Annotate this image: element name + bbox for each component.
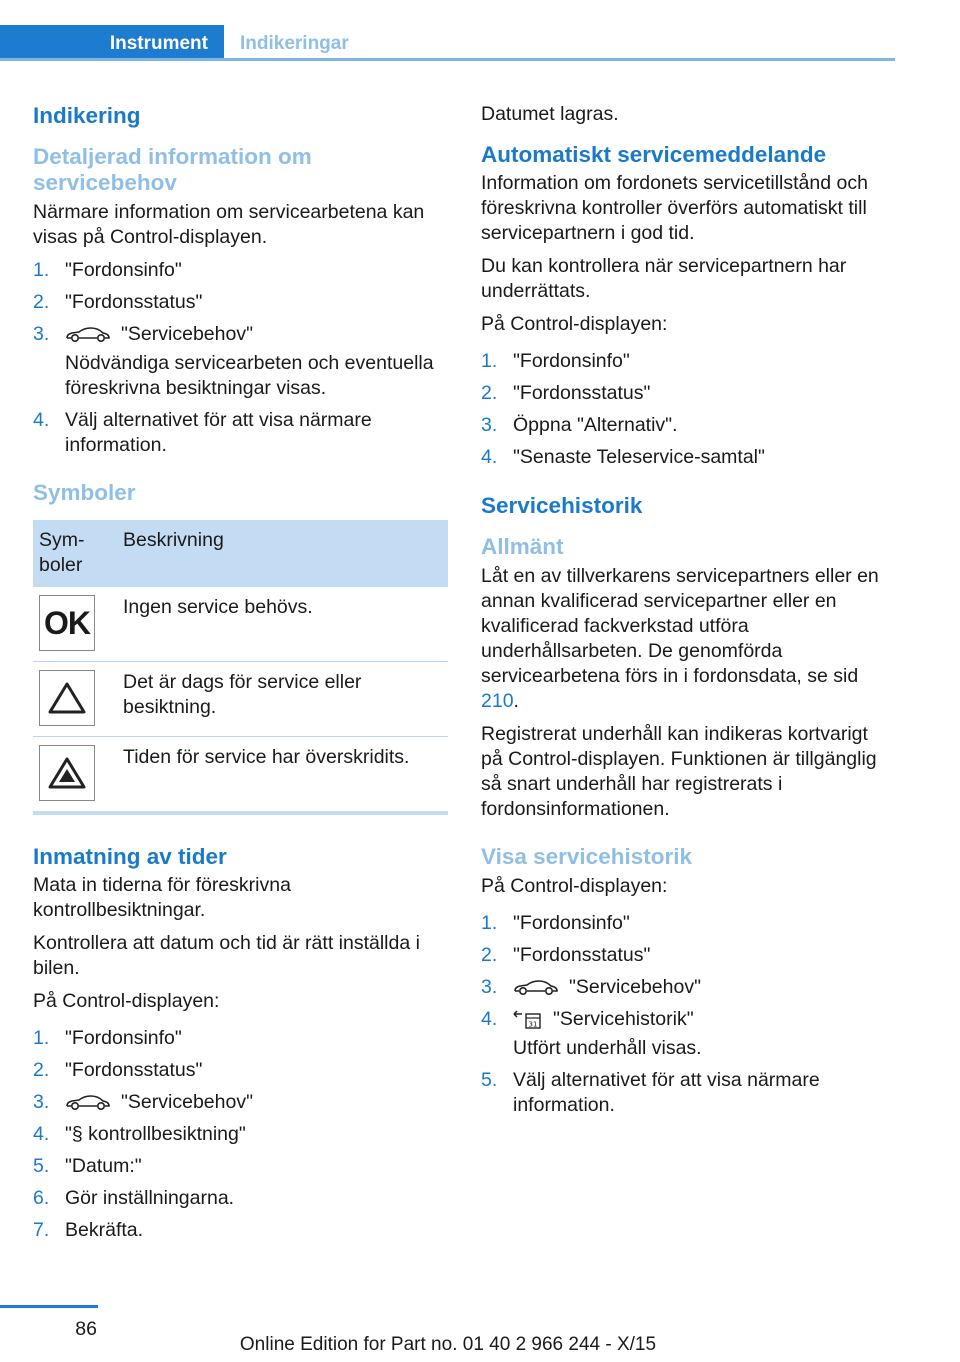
- list-item: [481, 349, 895, 374]
- list-item: [33, 258, 448, 283]
- general-text: Låt en av tillverkarens servicepartners eller en annan kvalificerad servicepartner eller en kvalificerad fackverkstad utföra underhållsarbeten. De genomförda servicearbetena förs in i fordonsdata, se sid: [481, 565, 879, 687]
- step-number: 5.: [481, 1069, 498, 1091]
- section-heading-indikering: Indikering: [33, 103, 141, 128]
- table-row: [33, 737, 448, 814]
- step-text: "Servicebehov": [121, 323, 253, 345]
- show-paragraph-1: På Control-displayen:: [481, 875, 668, 897]
- col-header-description: Beskrivning: [117, 520, 448, 587]
- subheading-symboler: Symboler: [33, 480, 136, 505]
- list-item: [33, 1058, 448, 1083]
- step-number: 2.: [33, 291, 50, 313]
- step-number: 7.: [33, 1219, 50, 1241]
- step-text: "Datum:": [65, 1155, 142, 1177]
- step-text: "Fordonsinfo": [65, 1027, 182, 1049]
- subheading-detail: Detaljerad information om servicebehov: [33, 144, 312, 195]
- list-item: [481, 1068, 895, 1118]
- step-number: 3.: [481, 414, 498, 436]
- list-item: [33, 1122, 448, 1147]
- step-text: "Servicehistorik": [553, 1008, 694, 1030]
- step-number: 1.: [481, 912, 498, 934]
- step-number: 2.: [481, 382, 498, 404]
- step-number: 6.: [33, 1187, 50, 1209]
- general-paragraph-1: [481, 564, 895, 714]
- step-text: "Fordonsstatus": [65, 291, 203, 313]
- step-number: 4.: [481, 446, 498, 468]
- step-text: Välj alternativet för att visa närmare information.: [65, 409, 372, 456]
- step-text: "Fordonsinfo": [65, 259, 182, 281]
- list-item: [481, 445, 895, 470]
- step-text: "§ kontrollbesiktning": [65, 1123, 246, 1145]
- list-item: [33, 1186, 448, 1211]
- step-text: "Fordonsstatus": [513, 382, 651, 404]
- section-heading-servicehistorik: Servicehistorik: [481, 493, 643, 518]
- step-text: Välj alternativet för att visa närmare information.: [513, 1069, 820, 1116]
- detail-steps: [33, 258, 448, 458]
- car-service-icon: [513, 979, 559, 997]
- list-item: [33, 1090, 448, 1115]
- step-text: "Senaste Teleservice-samtal": [513, 446, 765, 468]
- list-item: [481, 943, 895, 968]
- list-item: [33, 1026, 448, 1051]
- col-header-symbol: Sym- boler: [33, 520, 117, 587]
- table-row: [33, 587, 448, 662]
- car-service-icon: [65, 326, 111, 344]
- edition-line: Online Edition for Part no. 01 40 2 966 244 - X/15: [239, 1334, 657, 1355]
- detail-intro: Närmare information om servicearbetena kan visas på Control-displayen.: [33, 201, 425, 248]
- input-paragraph-3: På Control-displayen:: [33, 990, 220, 1012]
- step-number: 5.: [33, 1155, 50, 1177]
- step-number: 2.: [33, 1059, 50, 1081]
- subheading-visa-servicehistorik: Visa servicehistorik: [481, 844, 692, 869]
- list-item: [33, 290, 448, 315]
- car-service-icon: [65, 1094, 111, 1112]
- list-item: [481, 1007, 895, 1061]
- step-number: 3.: [33, 323, 50, 345]
- step-number: 4.: [33, 409, 50, 431]
- list-item: [33, 408, 448, 458]
- step-number: 2.: [481, 944, 498, 966]
- step-note: Utfört underhåll visas.: [513, 1037, 702, 1059]
- footer-divider: [0, 1305, 98, 1308]
- step-text: "Servicebehov": [569, 976, 701, 998]
- input-paragraph-2: Kontrollera att datum och tid är rätt inställda i bilen.: [33, 932, 420, 979]
- step-text: Bekräfta.: [65, 1219, 144, 1241]
- row-description: Tiden för service har överskridits.: [117, 737, 448, 814]
- step-number: 4.: [481, 1008, 498, 1030]
- table-row: [33, 662, 448, 737]
- date-saved-text: Datumet lagras.: [481, 103, 619, 125]
- step-text: "Servicebehov": [121, 1091, 253, 1113]
- list-item: [33, 1154, 448, 1179]
- list-item: [481, 911, 895, 936]
- overdue-triangle-icon: [39, 745, 95, 801]
- step-note: Nödvändiga servicearbeten och eventuella föreskrivna besiktningar visas.: [65, 352, 434, 399]
- step-text: "Fordonsstatus": [65, 1059, 203, 1081]
- step-number: 1.: [33, 259, 50, 281]
- list-item: [33, 322, 448, 401]
- step-number: 1.: [481, 350, 498, 372]
- step-number: 4.: [33, 1123, 50, 1145]
- step-text: "Fordonsinfo": [513, 350, 630, 372]
- left-column: [33, 102, 448, 1251]
- service-history-icon: [513, 1010, 543, 1030]
- general-paragraph-2: Registrerat underhåll kan indikeras kortvarigt på Control-displayen. Funktionen är tillgänglig så snart underhåll har registrerats i fordonsinformationen.: [481, 723, 877, 820]
- tab-instrument-label: Instrument: [109, 32, 208, 54]
- tab-indikeringar[interactable]: [240, 25, 349, 61]
- step-number: 1.: [33, 1027, 50, 1049]
- show-steps: [481, 911, 895, 1118]
- page-number: 86: [75, 1318, 97, 1340]
- list-item: [481, 975, 895, 1000]
- step-text: Öppna "Alternativ".: [513, 414, 678, 436]
- page-link-210[interactable]: 210: [481, 690, 514, 712]
- header-divider: [0, 58, 895, 61]
- row-description: Det är dags för service eller besiktning.: [117, 662, 448, 737]
- list-item: [481, 381, 895, 406]
- step-number: 3.: [33, 1091, 50, 1113]
- step-text: "Fordonsstatus": [513, 944, 651, 966]
- auto-paragraph-1: Information om fordonets servicetillstånd och föreskrivna kontroller överförs automatiskt till servicepartnern i god tid.: [481, 172, 868, 244]
- step-text: "Fordonsinfo": [513, 912, 630, 934]
- row-description: Ingen service behövs.: [117, 587, 448, 662]
- tab-indikeringar-label: Indikeringar: [240, 32, 349, 54]
- svg-text:31: 31: [528, 1020, 538, 1029]
- section-heading-inmatning: Inmatning av tider: [33, 844, 227, 869]
- general-text-end: .: [513, 690, 519, 712]
- step-number: 3.: [481, 976, 498, 998]
- list-item: [33, 1218, 448, 1243]
- tab-instrument[interactable]: [0, 25, 224, 61]
- right-column: [481, 102, 895, 1126]
- list-item: [481, 413, 895, 438]
- section-heading-auto-service: Automatiskt servicemeddelande: [481, 142, 827, 167]
- ok-icon: OK: [39, 595, 95, 651]
- subheading-allmant: Allmänt: [481, 534, 564, 559]
- symbol-table: [33, 520, 448, 815]
- input-steps: [33, 1026, 448, 1243]
- input-paragraph-1: Mata in tiderna för föreskrivna kontrollbesiktningar.: [33, 874, 291, 921]
- auto-paragraph-2: Du kan kontrollera när servicepartnern har underrättats.: [481, 255, 847, 302]
- step-text: Gör inställningarna.: [65, 1187, 235, 1209]
- auto-paragraph-3: På Control-displayen:: [481, 313, 668, 335]
- warning-triangle-icon: [39, 670, 95, 726]
- auto-steps: [481, 349, 895, 470]
